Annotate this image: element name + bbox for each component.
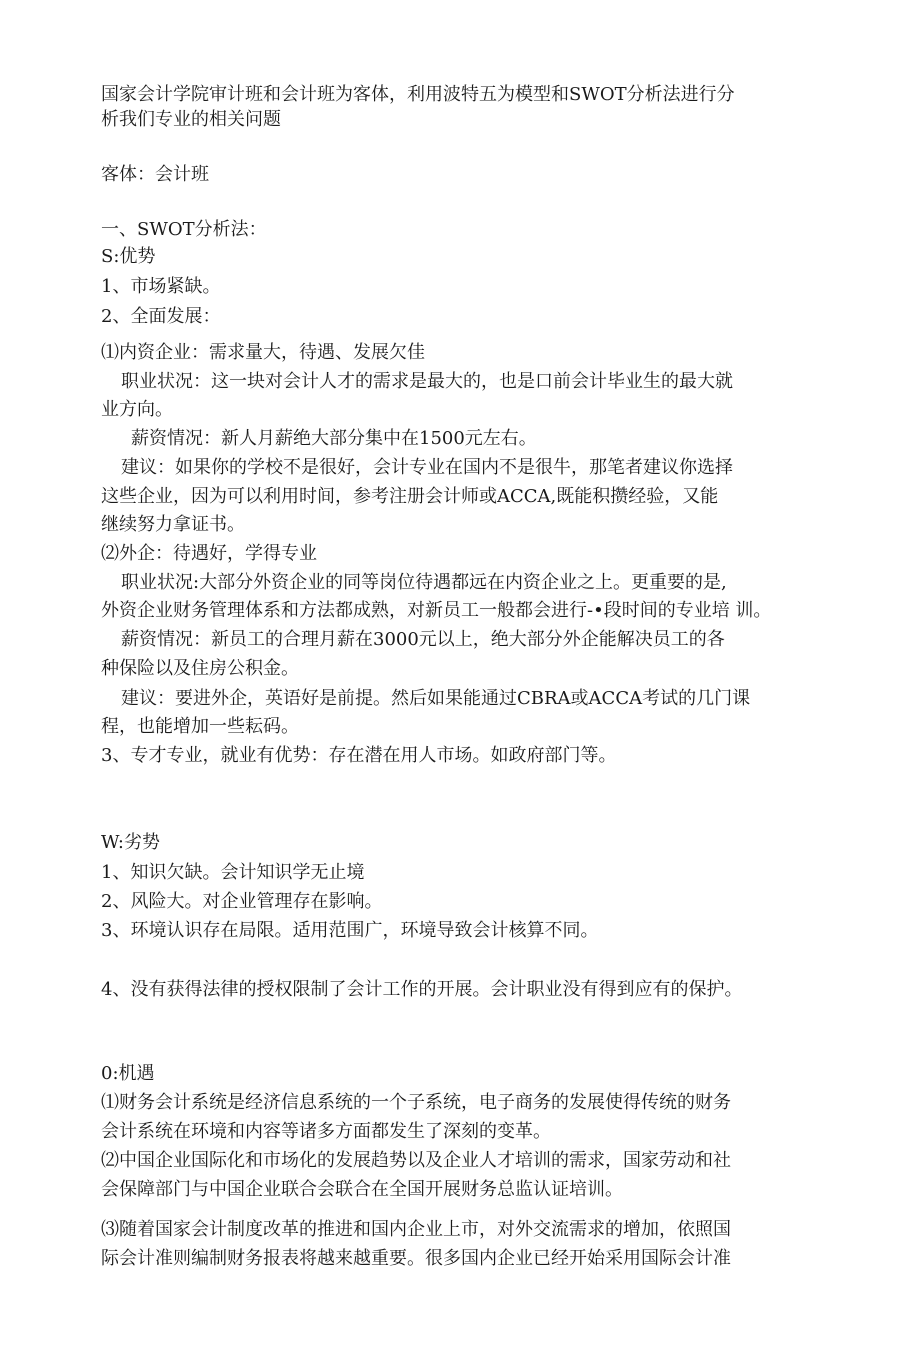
weaknesses-heading: W:劣势 <box>101 832 161 853</box>
opportunity-item: ⑵中国企业国际化和市场化的发展趋势以及企业人才培训的需求，国家劳动和社 <box>101 1150 731 1171</box>
opportunity-item: 会计系统在环境和内容等诸多方面都发生了深刻的变革。 <box>101 1121 551 1142</box>
opportunities-heading: 0:机遇 <box>101 1063 155 1084</box>
weakness-item: 1、知识欠缺。会计知识学无止境 <box>101 862 365 883</box>
strength-item: 这些企业，因为可以利用时间，参考注册会计师或ACCA,既能积攒经验，又能 <box>101 486 719 507</box>
subject-line: 客体：会计班 <box>101 164 209 185</box>
opportunity-item: ⑶随着国家会计制度改革的推进和国内企业上市，对外交流需求的增加，依照国 <box>101 1219 731 1240</box>
strength-item: 职业状况:大部分外资企业的同等岗位待遇都远在内资企业之上。更重要的是, <box>121 572 727 593</box>
strength-item: ⑵外企：待遇好，学得专业 <box>101 543 317 564</box>
weakness-item: 3、环境认识存在局限。适用范围广，环境导致会计核算不同。 <box>101 920 599 941</box>
weakness-item: 2、风险大。对企业管理存在影响。 <box>101 891 383 912</box>
strength-item: 外资企业财务管理体系和方法都成熟，对新员工一般都会进行-•段时间的专业培 训。 <box>101 600 772 621</box>
strength-item: 建议：要进外企，英语好是前提。然后如果能通过CBRA或ACCA考试的几门课 <box>121 688 751 709</box>
section-heading: 一、SWOT分析法： <box>101 219 267 240</box>
opportunity-item: 际会计准则编制财务报表将越来越重要。很多国内企业已经开始采用国际会计准 <box>101 1248 731 1269</box>
strength-item: 3、专才专业，就业有优势：存在潜在用人市场。如政府部门等。 <box>101 745 617 766</box>
strengths-heading: S:优势 <box>101 246 156 267</box>
strength-item: 业方向。 <box>101 399 173 420</box>
document-title-line-1: 国家会计学院审计班和会计班为客体，利用波特五为模型和SWOT分析法进行分 <box>101 84 735 105</box>
strength-item: 程，也能增加一些耘码。 <box>101 716 299 737</box>
weakness-item: 4、没有获得法律的授权限制了会计工作的开展。会计职业没有得到应有的保护。 <box>101 979 743 1000</box>
strength-item: 薪资情况：新人月薪绝大部分集中在1500元左右。 <box>131 428 537 449</box>
document-title-line-2: 析我们专业的相关问题 <box>101 109 281 130</box>
strength-item: 建议：如果你的学校不是很好，会计专业在国内不是很牛，那笔者建议你选择 <box>121 457 733 478</box>
strength-item: 继续努力拿证书。 <box>101 514 245 535</box>
opportunity-item: 会保障部门与中国企业联合会联合在全国开展财务总监认证培训。 <box>101 1179 623 1200</box>
strength-item: 薪资情况：新员工的合理月薪在3000元以上，绝大部分外企能解决员工的各 <box>121 629 725 650</box>
strength-item: ⑴内资企业：需求量大，待遇、发展欠佳 <box>101 342 425 363</box>
strength-item: 职业状况：这一块对会计人才的需求是最大的，也是口前会计毕业生的最大就 <box>121 371 733 392</box>
strength-item: 1、市场紧缺。 <box>101 276 221 297</box>
strength-item: 种保险以及住房公积金。 <box>101 658 299 679</box>
strength-item: 2、全面发展： <box>101 306 221 327</box>
opportunity-item: ⑴财务会计系统是经济信息系统的一个子系统，电子商务的发展使得传统的财务 <box>101 1092 731 1113</box>
